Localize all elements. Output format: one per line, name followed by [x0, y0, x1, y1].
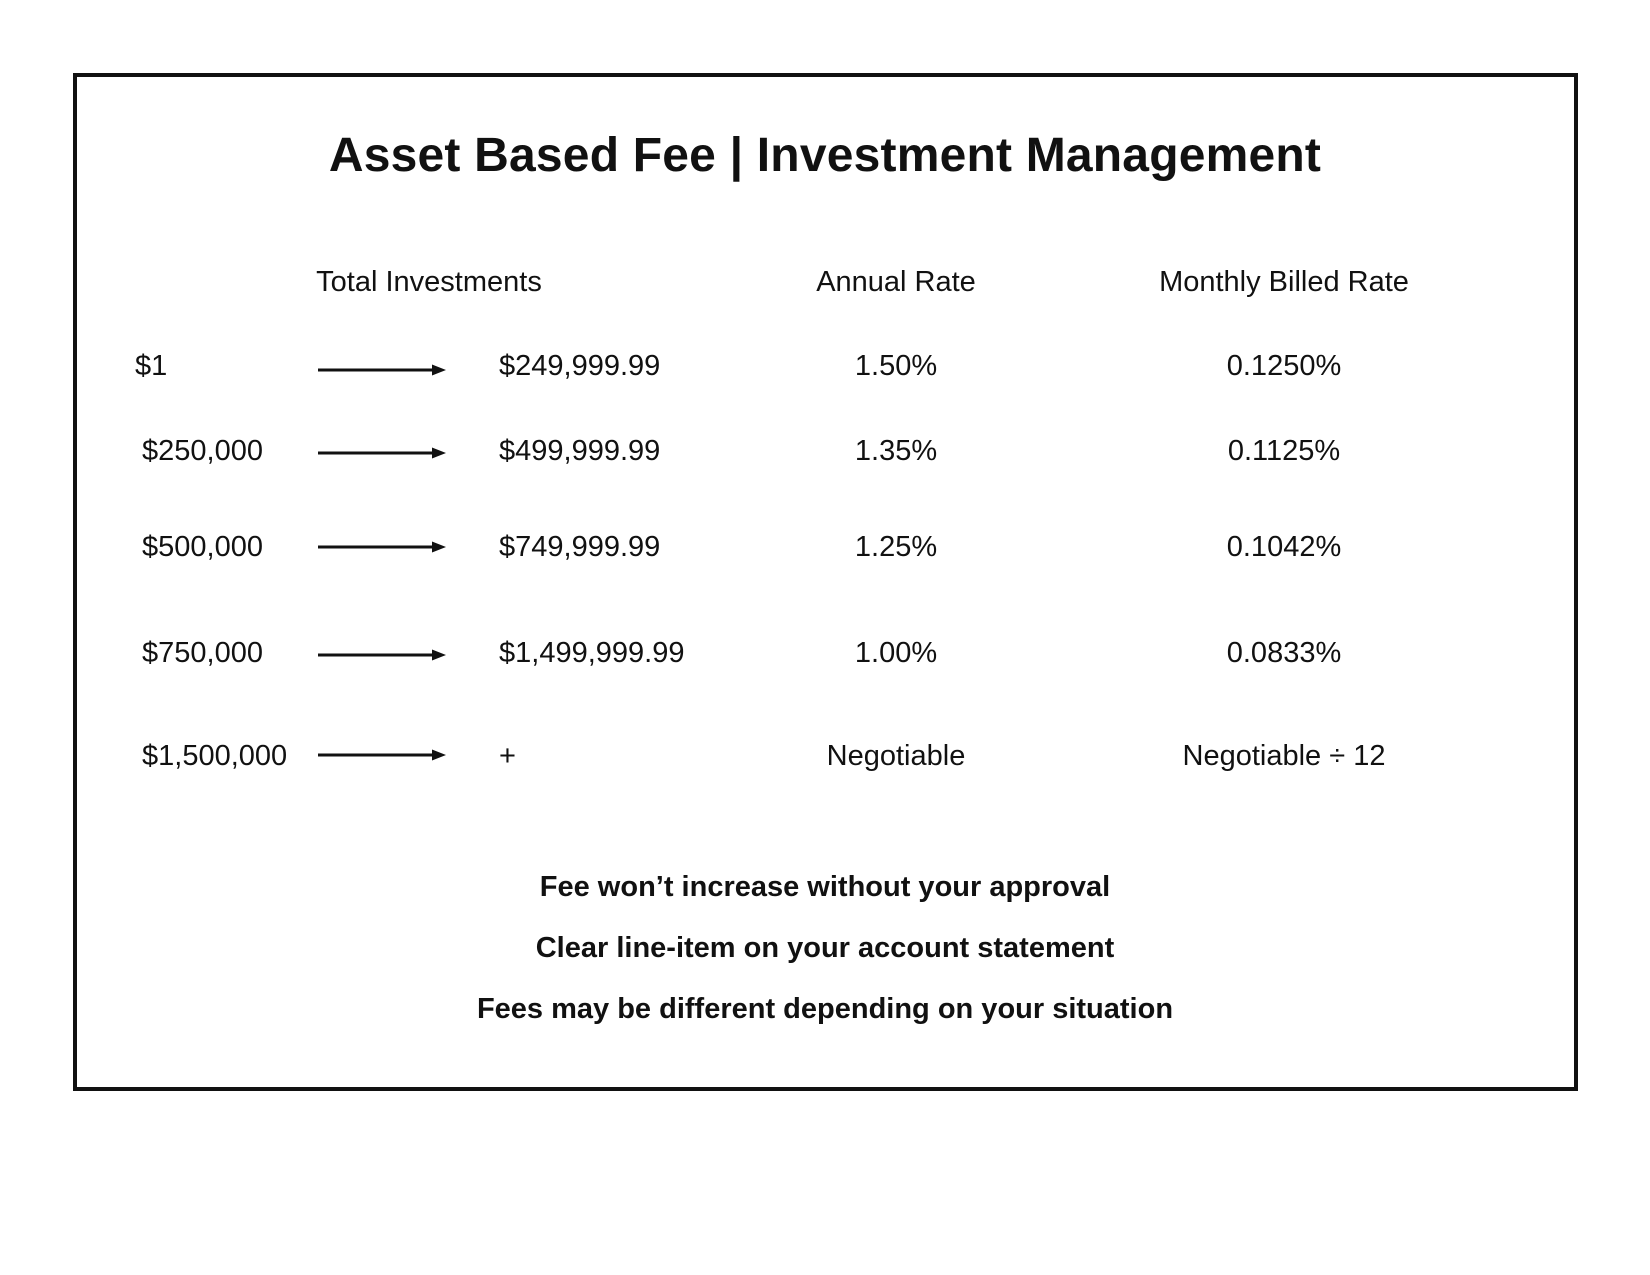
right-arrow-icon	[318, 363, 446, 377]
tier-from: $750,000	[142, 637, 263, 669]
page-title: Asset Based Fee | Investment Management	[328, 129, 1322, 182]
tier-from: $500,000	[142, 531, 263, 563]
tier-to: $749,999.99	[499, 531, 661, 563]
tier-to: $1,499,999.99	[499, 637, 685, 669]
right-arrow-icon	[318, 540, 446, 554]
tier-monthly-rate: 0.1250%	[1226, 350, 1342, 382]
tier-annual-rate: 1.35%	[854, 435, 938, 467]
note-line-item: Clear line-item on your account statement	[535, 932, 1115, 964]
tier-monthly-rate: 0.1042%	[1226, 531, 1342, 563]
tier-annual-rate: 1.25%	[854, 531, 938, 563]
tier-to: +	[499, 740, 516, 772]
note-approval: Fee won’t increase without your approval	[539, 871, 1111, 903]
header-total-investments: Total Investments	[316, 266, 542, 298]
tier-from: $250,000	[142, 435, 263, 467]
tier-to: $249,999.99	[499, 350, 661, 382]
right-arrow-icon	[318, 446, 446, 460]
tier-annual-rate: Negotiable	[826, 740, 966, 772]
header-monthly-billed-rate: Monthly Billed Rate	[1159, 266, 1409, 298]
tier-monthly-rate: Negotiable ÷ 12	[1182, 740, 1386, 772]
right-arrow-icon	[318, 748, 446, 762]
right-arrow-icon	[318, 648, 446, 662]
tier-from: $1,500,000	[142, 740, 288, 772]
note-situation: Fees may be different depending on your situation	[476, 993, 1174, 1025]
tier-annual-rate: 1.50%	[854, 350, 938, 382]
tier-annual-rate: 1.00%	[854, 637, 938, 669]
header-annual-rate: Annual Rate	[816, 266, 976, 298]
tier-to: $499,999.99	[499, 435, 661, 467]
tier-from: $1	[135, 350, 168, 382]
tier-monthly-rate: 0.1125%	[1227, 435, 1341, 467]
tier-monthly-rate: 0.0833%	[1226, 637, 1342, 669]
